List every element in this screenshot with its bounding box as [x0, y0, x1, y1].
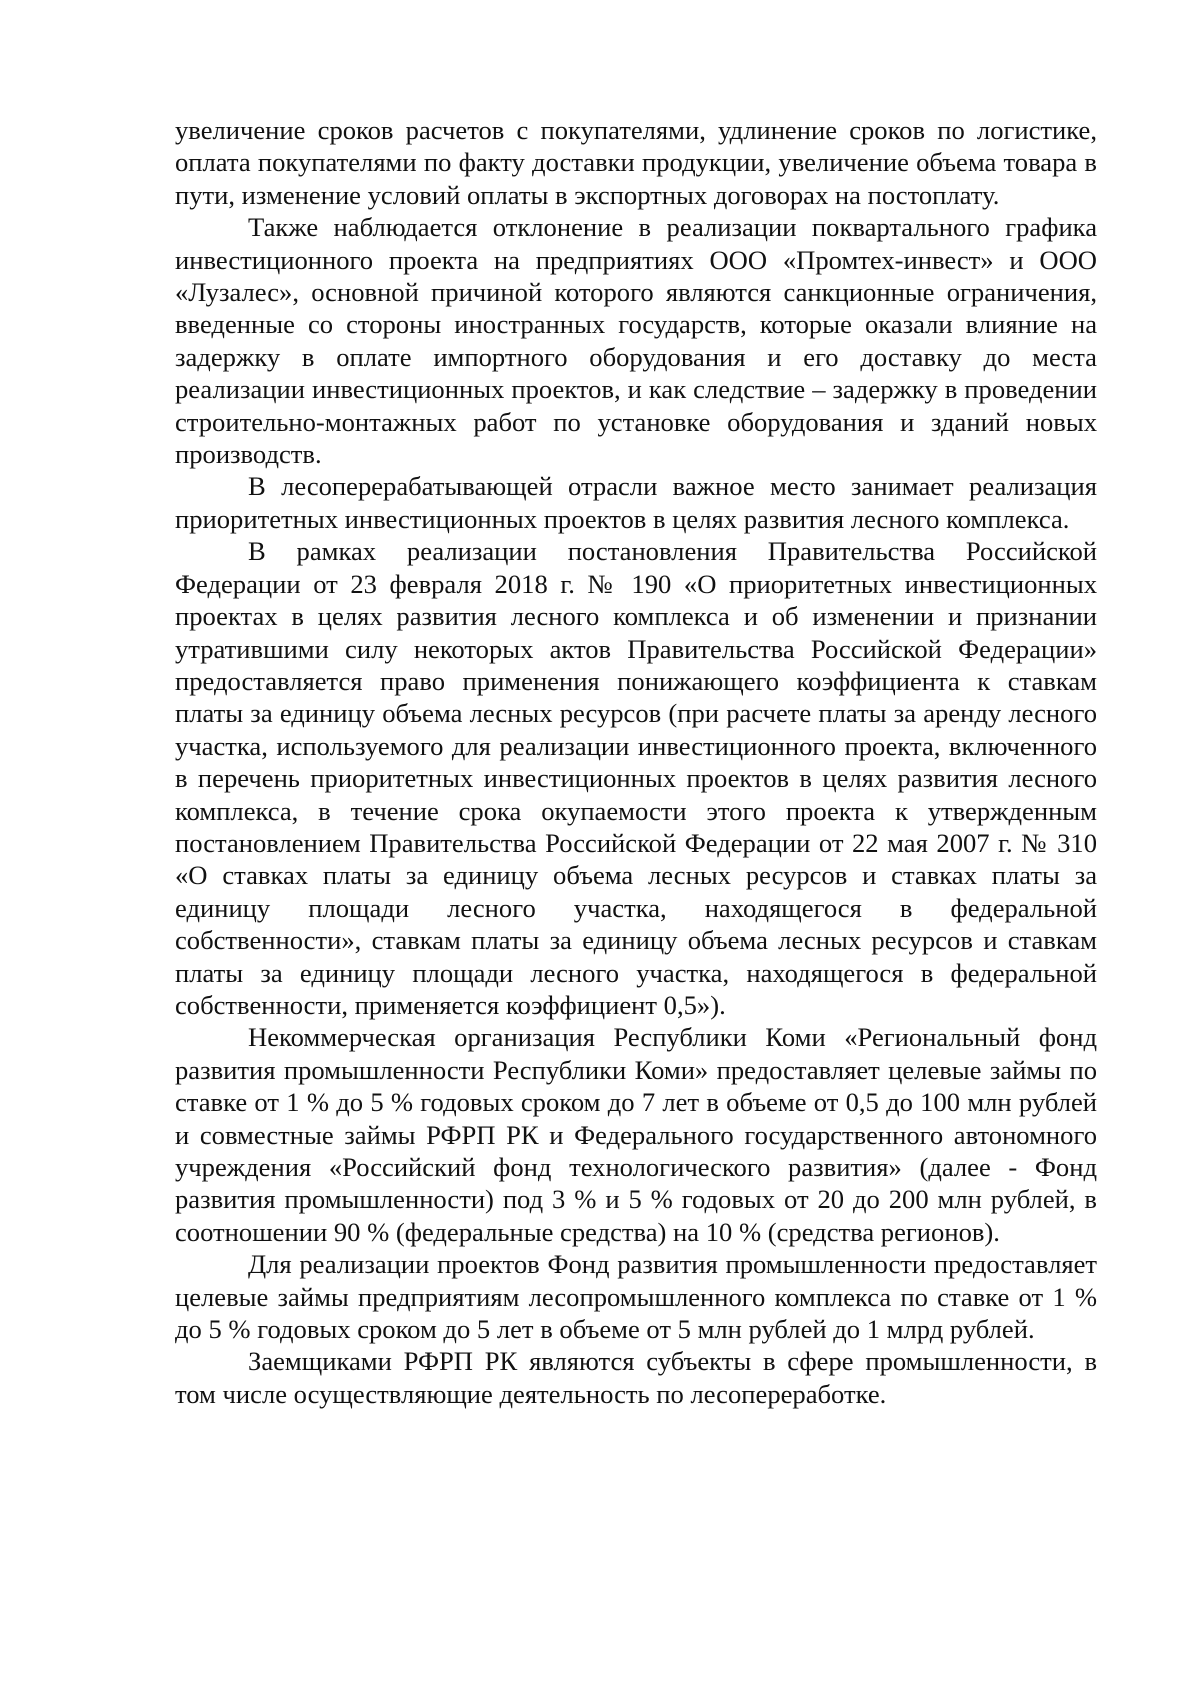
document-body: [175, 114, 1097, 1410]
paragraph-priority-projects: В лесоперерабатывающей отрасли важное место занимает реализация приоритетных инвестиционных проектов в целях развития лесного комплекса.: [175, 471, 1097, 534]
paragraph-investment-delay: Также наблюдается отклонение в реализации поквартального графика инвестиционного проекта на предприятиях ООО «Промтех-инвест» и ООО «Лузалес», основной причиной которого являются санкционные ограничения, введенные со стороны иностранных государств, которые оказали влияние на задержку в оплате импортного оборудования и его доставку до места реализации инвестиционных проектов, и как следствие – задержку в проведении строительно-монтажных работ по установке оборудования и зданий новых производств.: [175, 212, 1097, 470]
paragraph-government-decree: В рамках реализации постановления Правительства Российской Федерации от 23 февраля 2018 г. № 190 «О приоритетных инвестиционных проектах в целях развития лесного комплекса и об изменении и признании утратившими силу некоторых актов Правительства Российской Федерации» предоставляется право применения понижающего коэффициента к ставкам платы за единицу объема лесных ресурсов (при расчете платы за аренду лесного участка, используемого для реализации инвестиционного проекта, включенного в перечень приоритетных инвестиционных проектов в целях развития лесного комплекса, в течение срока окупаемости этого проекта к утвержденным постановлением Правительства Российской Федерации от 22 мая 2007 г. № 310 «О ставках платы за единицу объема лесных ресурсов и ставках платы за единицу площади лесного участка, находящегося в федеральной собственности», ставкам платы за единицу объема лесных ресурсов и ставкам платы за единицу площади лесного участка, находящегося в федеральной собственности, применяется коэффициент 0,5»).: [175, 536, 1097, 1020]
paragraph-industry-fund-loans: Для реализации проектов Фонд развития промышленности предоставляет целевые займы предприятиям лесопромышленного комплекса по ставке от 1 % до 5 % годовых сроком до 5 лет в объеме от 5 млн рублей до 1 млрд рублей.: [175, 1249, 1097, 1345]
paragraph-regional-fund: Некоммерческая организация Республики Коми «Региональный фонд развития промышленности Республики Коми» предоставляет целевые займы по ставке от 1 % до 5 % годовых сроком до 7 лет в объеме от 0,5 до 100 млн рублей и совместные займы РФРП РК и Федерального государственного автономного учреждения «Российский фонд технологического развития» (далее - Фонд развития промышленности) под 3 % и 5 % годовых от 20 до 200 млн рублей, в соотношении 90 % (федеральные средства) на 10 % (средства регионов).: [175, 1022, 1097, 1247]
paragraph-continuation: увеличение сроков расчетов с покупателями, удлинение сроков по логистике, оплата покупателями по факту доставки продукции, увеличение объема товара в пути, изменение условий оплаты в экспортных договорах на постоплату.: [175, 115, 1097, 210]
paragraph-borrowers: Заемщиками РФРП РК являются субъекты в сфере промышленности, в том числе осуществляющие деятельность по лесопереработке.: [175, 1346, 1097, 1409]
